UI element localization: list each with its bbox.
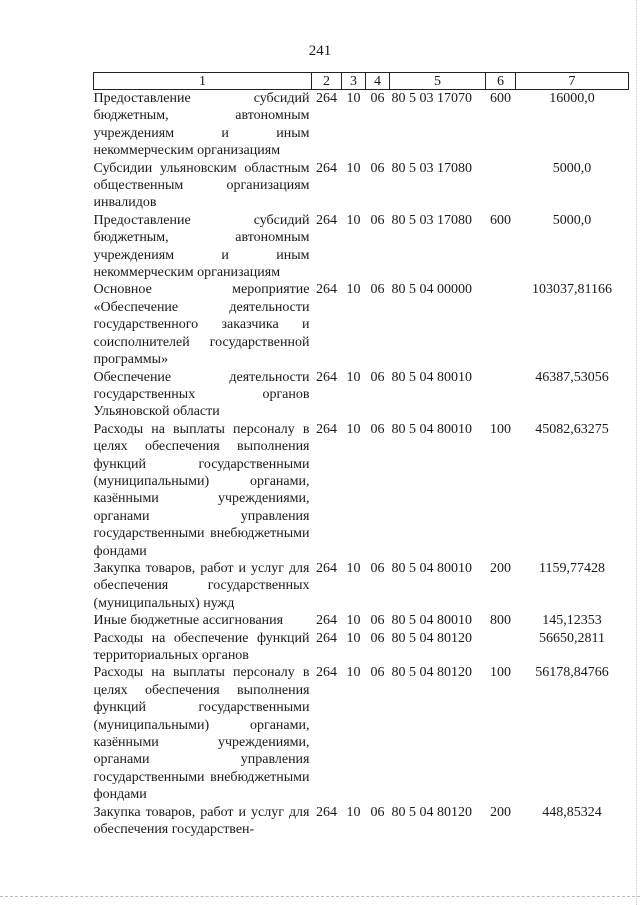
row-expense-type: 200 — [490, 560, 511, 576]
row-target-article: 80 5 03 17070 — [391, 91, 472, 106]
row-target-article: 80 5 03 17080 — [391, 160, 472, 176]
row-target-article: 80 5 04 80010 — [391, 560, 472, 576]
row-target-article: 80 5 04 80120 — [391, 804, 472, 820]
row-expense-type: 600 — [490, 91, 511, 106]
row-section: 10 — [346, 804, 361, 820]
row-amount: 45082,63275 — [535, 421, 609, 437]
row-code-admin: 264 — [316, 282, 337, 298]
row-code-admin: 264 — [316, 804, 337, 820]
table-row — [94, 630, 629, 665]
row-section: 10 — [346, 560, 361, 576]
row-code-admin: 264 — [316, 369, 337, 385]
row-code-admin: 264 — [316, 665, 337, 681]
row-description: Закупка товаров, работ и услуг для обеспечения государствен- — [93, 804, 310, 838]
row-description: Обеспечение деятельности государственных органов Ульяновской области — [93, 369, 310, 420]
row-subsection: 06 — [370, 91, 385, 106]
row-amount: 1159,77428 — [539, 560, 605, 576]
row-expense-type — [486, 160, 516, 212]
header-col-5: 5 — [390, 73, 486, 90]
row-description: Предоставление субсидий бюджетным, автономным учреждениям и иным некоммерческим организациям — [93, 212, 310, 281]
row-description: Расходы на выплаты персоналу в целях обеспечения выполнения функций государственными (муниципальными) органами, казёнными учреждениями, органами управления государственными внебюджетными фондами — [93, 421, 310, 559]
header-col-2: 2 — [312, 73, 342, 90]
header-col-1: 1 — [94, 73, 312, 90]
row-target-article: 80 5 04 00000 — [391, 282, 472, 298]
row-section: 10 — [346, 91, 361, 106]
row-subsection: 06 — [370, 369, 385, 385]
row-section: 10 — [346, 160, 361, 176]
row-expense-type: 100 — [490, 421, 511, 437]
row-amount: 16000,0 — [549, 91, 595, 106]
table-row — [94, 804, 629, 839]
row-description: Закупка товаров, работ и услуг для обеспечения государственных (муниципальных) нужд — [93, 560, 310, 611]
row-expense-type: 600 — [490, 212, 511, 228]
row-description: Субсидии ульяновским областным общественным организациям инвалидов — [93, 160, 310, 211]
row-amount: 448,85324 — [542, 804, 602, 820]
row-target-article: 80 5 04 80120 — [391, 665, 472, 681]
row-amount: 5000,0 — [552, 212, 592, 228]
row-description: Основное мероприятие «Обеспечение деятельности государственного заказчика и соисполнителей государственной программы» — [93, 282, 310, 368]
row-subsection: 06 — [370, 613, 385, 629]
header-col-3: 3 — [342, 73, 366, 90]
table-row — [94, 369, 629, 421]
row-description: Иные бюджетные ассигнования — [93, 613, 284, 629]
row-amount: 5000,0 — [552, 160, 592, 176]
row-expense-type: 800 — [490, 613, 511, 629]
table-header-row — [94, 73, 629, 90]
row-section: 10 — [346, 630, 361, 646]
row-expense-type: 200 — [490, 804, 511, 820]
table-row — [94, 212, 629, 282]
page-edge-right — [636, 0, 637, 905]
row-subsection: 06 — [370, 630, 385, 646]
row-section: 10 — [346, 613, 361, 629]
row-code-admin: 264 — [316, 613, 337, 629]
row-section: 10 — [346, 421, 361, 437]
row-subsection: 06 — [370, 560, 385, 576]
header-col-4: 4 — [366, 73, 390, 90]
row-amount: 56178,84766 — [535, 665, 609, 681]
row-code-admin: 264 — [316, 91, 337, 106]
table-row — [94, 421, 629, 560]
budget-table — [93, 72, 629, 838]
row-subsection: 06 — [370, 665, 385, 681]
row-description: Расходы на выплаты персоналу в целях обеспечения выполнения функций государственными (муниципальными) органами, казёнными учреждениями, органами управления государственными внебюджетными фондами — [93, 665, 310, 803]
table-row — [94, 612, 629, 629]
row-code-admin: 264 — [316, 421, 337, 437]
row-expense-type — [486, 281, 516, 368]
row-amount: 145,12353 — [542, 613, 602, 629]
row-target-article: 80 5 04 80010 — [391, 613, 472, 629]
budget-table-container — [93, 72, 628, 838]
row-code-admin: 264 — [316, 212, 337, 228]
row-description: Расходы на обеспечение функций территориальных органов — [93, 630, 310, 663]
row-section: 10 — [346, 212, 361, 228]
table-row — [94, 160, 629, 212]
row-section: 10 — [346, 665, 361, 681]
row-target-article: 80 5 04 80010 — [391, 421, 472, 437]
row-amount: 103037,81166 — [532, 282, 612, 298]
row-amount: 46387,53056 — [535, 369, 609, 385]
row-target-article: 80 5 04 80120 — [391, 630, 472, 646]
row-subsection: 06 — [370, 212, 385, 228]
table-row — [94, 560, 629, 612]
row-expense-type — [486, 369, 516, 421]
row-description: Предоставление субсидий бюджетным, автономным учреждениям и иным некоммерческим организациям — [93, 91, 310, 159]
row-target-article: 80 5 04 80010 — [391, 369, 472, 385]
row-code-admin: 264 — [316, 560, 337, 576]
row-section: 10 — [346, 282, 361, 298]
row-amount: 56650,2811 — [539, 630, 605, 646]
row-subsection: 06 — [370, 421, 385, 437]
page-number: 241 — [308, 43, 332, 59]
table-row — [94, 281, 629, 368]
header-col-7: 7 — [516, 73, 629, 90]
page-edge-bottom — [0, 896, 640, 897]
row-code-admin: 264 — [316, 160, 337, 176]
row-code-admin: 264 — [316, 630, 337, 646]
header-col-6: 6 — [486, 73, 516, 90]
row-expense-type: 100 — [490, 665, 511, 681]
row-section: 10 — [346, 369, 361, 385]
table-row — [94, 664, 629, 803]
row-subsection: 06 — [370, 160, 385, 176]
row-expense-type — [486, 630, 516, 665]
row-target-article: 80 5 03 17080 — [391, 212, 472, 228]
row-subsection: 06 — [370, 804, 385, 820]
row-subsection: 06 — [370, 282, 385, 298]
table-row — [94, 90, 629, 160]
